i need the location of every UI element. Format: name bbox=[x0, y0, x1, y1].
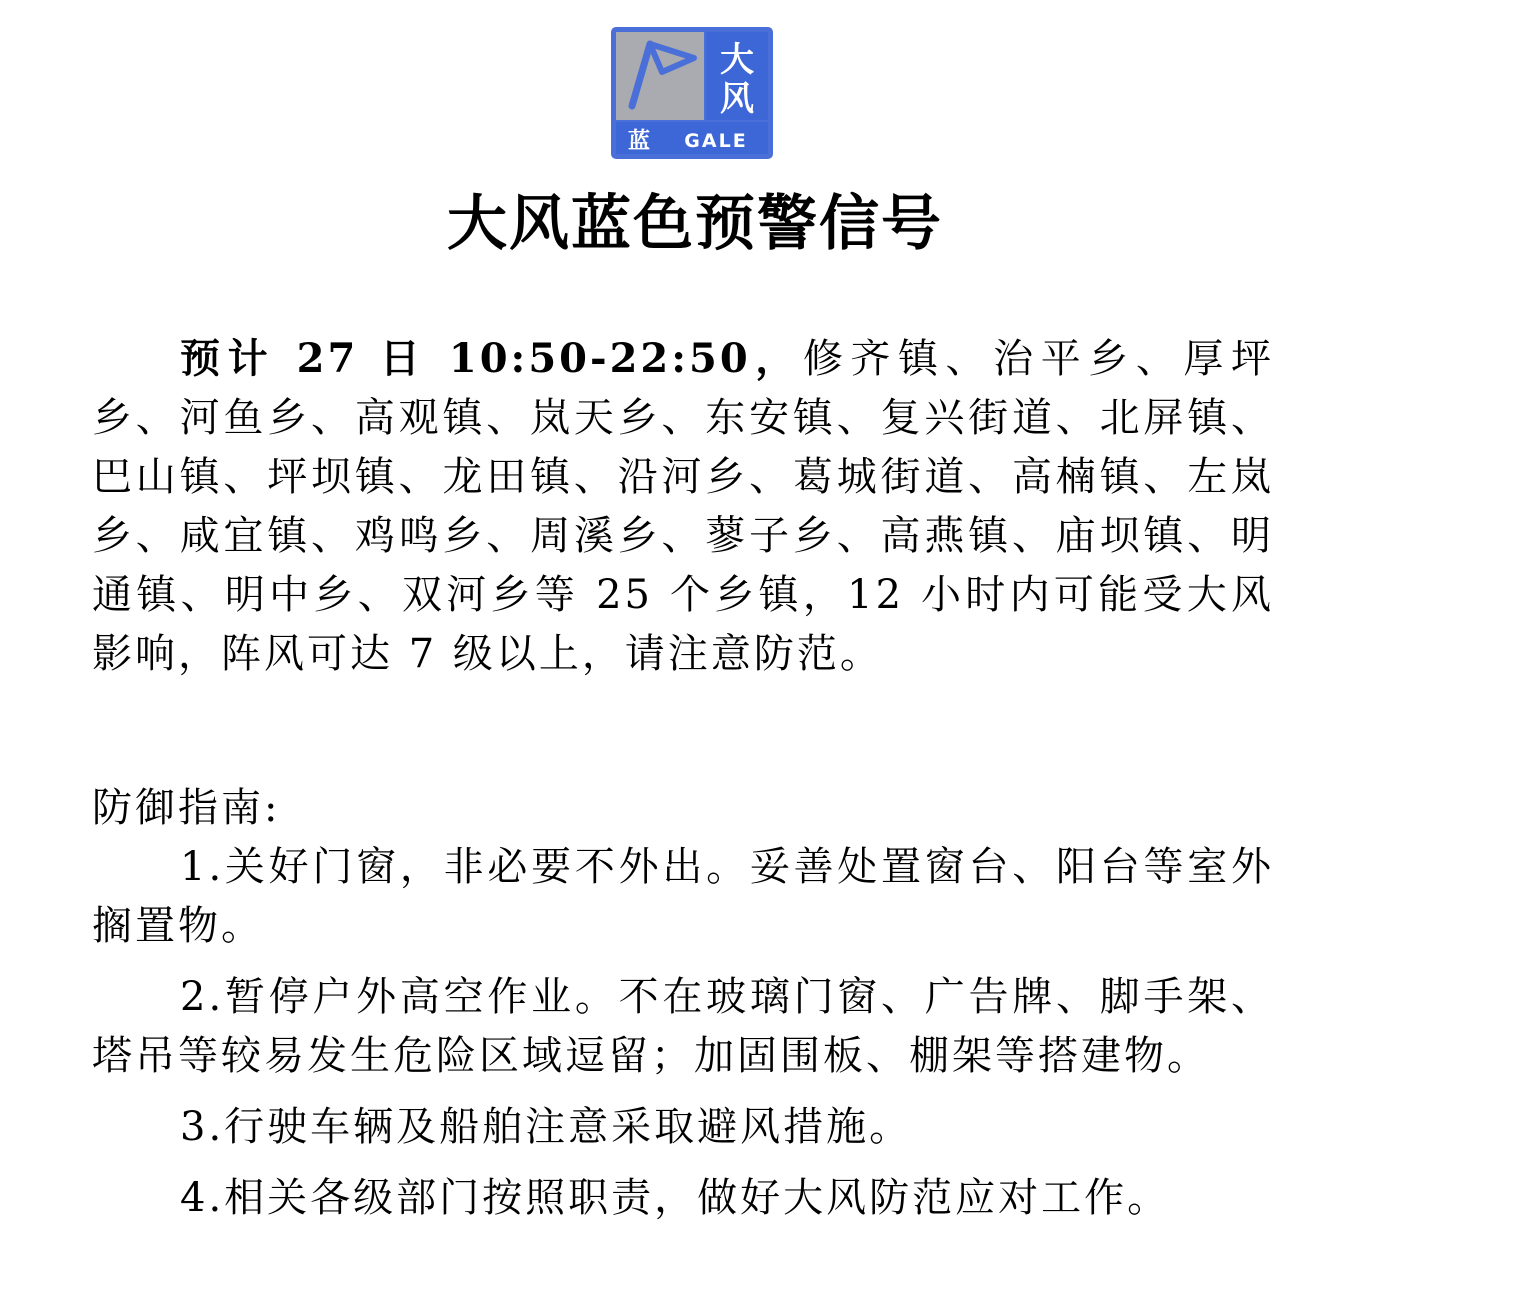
guide-item: 1.关好门窗，非必要不外出。妥善处置窗台、阳台等室外搁置物。 bbox=[92, 844, 1274, 949]
alert-body-text: 修齐镇、治平乡、厚坪乡、河鱼乡、高观镇、岚天乡、东安镇、复兴街道、北屏镇、巴山镇、坪坝镇、龙田镇、沿河乡、葛城街道、高楠镇、左岚乡、咸宜镇、鸡鸣乡、周溪乡、蓼子乡、高燕镇、庙坝镇、明通镇、明中乡、双河乡等 25 个乡镇，12 小时内可能受大风影响，阵风可达 7 级以上，请注意防范。 bbox=[92, 336, 1274, 677]
document-body bbox=[92, 329, 1274, 1240]
gale-blue-signal-icon bbox=[610, 26, 774, 160]
badge-word-bottom: 风 bbox=[720, 79, 754, 119]
badge-level-char: 蓝 bbox=[627, 129, 651, 154]
guide-item: 3.行驶车辆及船舶注意采取避风措施。 bbox=[180, 1104, 913, 1150]
gale-warning-badge bbox=[610, 26, 774, 160]
guide-item: 4.相关各级部门按照职责，做好大风防范应对工作。 bbox=[180, 1175, 1171, 1221]
alert-paragraph bbox=[92, 329, 1274, 684]
badge-english-label: GALE bbox=[684, 130, 748, 152]
alert-lead-time: 预计 27 日 10:50-22:50， bbox=[180, 335, 803, 382]
badge-word-top: 大 bbox=[720, 40, 754, 80]
page-title: 大风蓝色预警信号 bbox=[447, 189, 943, 259]
guide-item: 2.暂停户外高空作业。不在玻璃门窗、广告牌、脚手架、塔吊等较易发生危险区域逗留；加固围板、棚架等搭建物。 bbox=[92, 974, 1274, 1079]
guide-heading: 防御指南: bbox=[92, 785, 281, 831]
guide-list bbox=[92, 838, 1274, 1228]
section-spacer bbox=[92, 684, 1274, 779]
